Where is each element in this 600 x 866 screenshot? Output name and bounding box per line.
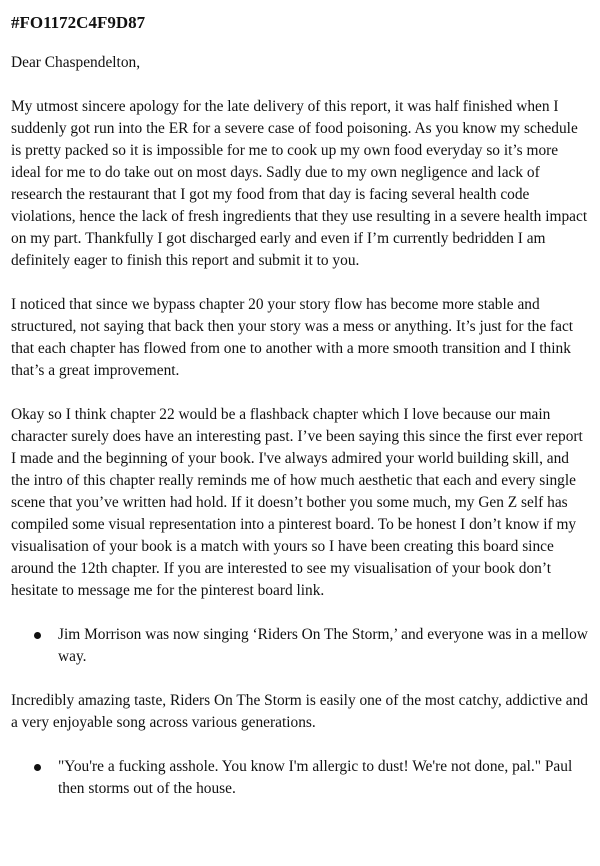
paragraph-comment: Incredibly amazing taste, Riders On The Storm is easily one of the most catchy, addictive and a very enjoyable song across various generations. xyxy=(11,692,588,731)
bullet-icon xyxy=(34,764,41,771)
quote-item xyxy=(11,756,590,800)
quote-text: "You're a fucking asshole. You know I'm allergic to dust! We're not done, pal." Paul then storms out of the house. xyxy=(58,758,573,797)
paragraph-story-flow: I noticed that since we bypass chapter 20 your story flow has become more stable and structured, not saying that back then your story was a mess or anything. It’s just for the fact that each chapter has flowed from one to another with a more smooth transition and I think that’s a great improvement. xyxy=(11,296,574,379)
quote-text: Jim Morrison was now singing ‘Riders On The Storm,’ and everyone was in a mellow way. xyxy=(58,626,588,665)
quote-list-2 xyxy=(11,756,590,800)
quote-list-1 xyxy=(11,624,590,668)
bullet-icon xyxy=(34,632,41,639)
report-id: #FO1172C4F9D87 xyxy=(11,13,146,32)
paragraph-apology: My utmost sincere apology for the late delivery of this report, it was half finished when I suddenly got run into the ER for a severe case of food poisoning. As you know my schedule is pretty packed so it is impossible for me to cook up my own food everyday so it’s more ideal for me to do take out on most days. Sadly due to my own negligence and lack of research the restaurant that I got my food from that day is facing several health code violations, hence the lack of fresh ingredients that they use resulting in a severe health impact on my part. Thankfully I got discharged early and even if I’m currently bedridden I am definitely eager to finish this report and submit it to you. xyxy=(11,98,588,269)
paragraph-chapter-22: Okay so I think chapter 22 would be a flashback chapter which I love because our main character surely does have an interesting past. I’ve been saying this since the first ever report I made and the beginning of your book. I've always admired your world building skill, and the intro of this chapter really reminds me of how much aesthetic that each and every single scene that you’ve written had hold. If it doesn’t bother you some much, my Gen Z self has compiled some visual representation into a pinterest board. To be honest I don’t know if my visualisation of your book is a match with yours so I have been creating this board since around the 12th chapter. If you are interested to see my visualisation of your book don’t hesitate to message me for the pinterest board link. xyxy=(11,406,583,599)
quote-item xyxy=(11,624,590,668)
greeting: Dear Chaspendelton, xyxy=(11,54,141,71)
